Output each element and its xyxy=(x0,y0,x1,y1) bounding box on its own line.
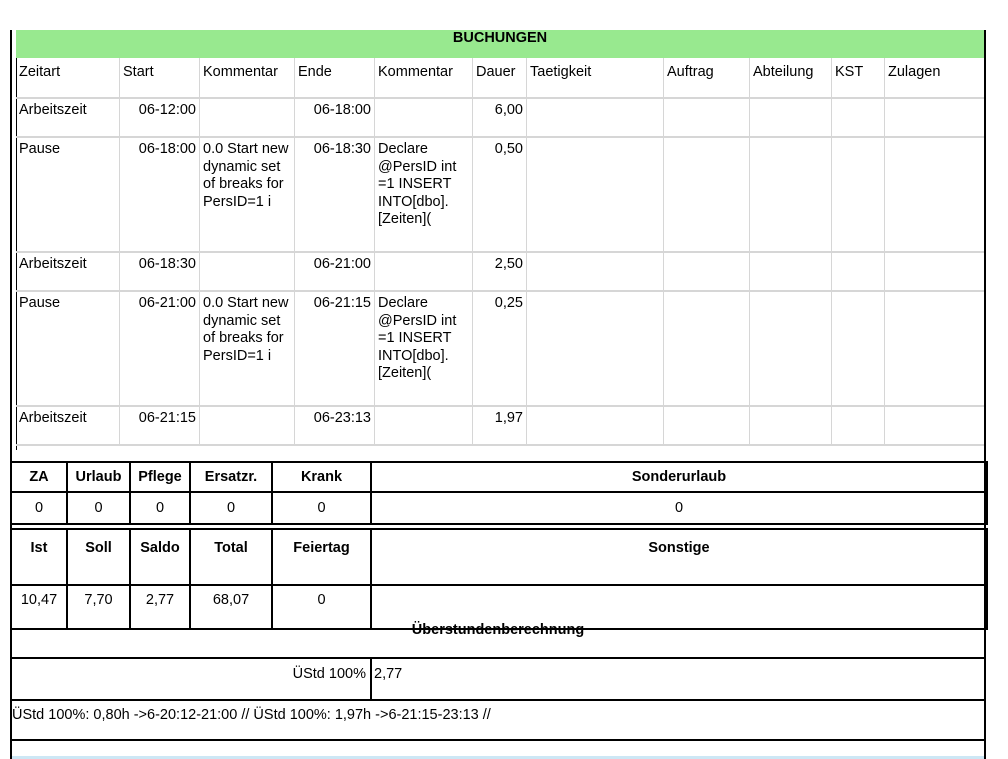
value-ist: 10,47 xyxy=(11,585,67,629)
col-header-ende: Ende xyxy=(295,58,375,99)
col-header-zeitart: Zeitart xyxy=(16,58,120,99)
ueberstunden-label: ÜStd 100% xyxy=(292,666,366,682)
ueberstunden-note: ÜStd 100%: 0,80h ->6-20:12-21:00 // ÜStd 100%: 1,97h ->6-21:15-23:13 // xyxy=(12,701,984,741)
col-header-auftrag: Auftrag xyxy=(664,58,750,99)
cell-kommentar xyxy=(200,253,295,292)
col-header-start: Start xyxy=(120,58,200,99)
col-header-abteilung: Abteilung xyxy=(750,58,832,99)
cell-dauer: 1,97 xyxy=(473,407,527,446)
cell-auftrag xyxy=(664,99,750,138)
cell-zulagen xyxy=(885,99,984,138)
header-feiertag: Feiertag xyxy=(272,529,371,585)
header-soll: Soll xyxy=(67,529,130,585)
cell-kst xyxy=(832,407,885,446)
cell-start: 06-12:00 xyxy=(120,99,200,138)
col-header-kommentar: Kommentar xyxy=(200,58,295,99)
value-saldo: 2,77 xyxy=(130,585,190,629)
cell-zeitart: Pause xyxy=(16,292,120,407)
cell-zulagen xyxy=(885,407,984,446)
cell-kommentar-2: Declare @PersID int =1 INSERT INTO[dbo].[Zeiten]( xyxy=(375,292,473,407)
cell-auftrag xyxy=(664,292,750,407)
abwesenheit-value-row xyxy=(11,492,987,524)
value-total: 68,07 xyxy=(190,585,272,629)
ueberstunden-row xyxy=(10,659,986,701)
cell-kommentar xyxy=(200,99,295,138)
ueberstunden-label-cell xyxy=(12,659,372,699)
value-krank: 0 xyxy=(272,492,371,524)
table-row xyxy=(16,292,984,407)
cell-kommentar xyxy=(200,407,295,446)
abwesenheit-table xyxy=(10,461,988,525)
cell-kst xyxy=(832,292,885,407)
cell-dauer: 0,50 xyxy=(473,138,527,253)
cell-abteilung xyxy=(750,292,832,407)
value-soll: 7,70 xyxy=(67,585,130,629)
value-feiertag: 0 xyxy=(272,585,371,629)
cell-ende: 06-23:13 xyxy=(295,407,375,446)
cell-start: 06-18:00 xyxy=(120,138,200,253)
cell-abteilung xyxy=(750,99,832,138)
cell-dauer: 0,25 xyxy=(473,292,527,407)
cell-abteilung xyxy=(750,253,832,292)
cell-taetigkeit xyxy=(527,253,664,292)
cell-taetigkeit xyxy=(527,99,664,138)
cell-auftrag xyxy=(664,138,750,253)
cell-auftrag xyxy=(664,253,750,292)
table-row xyxy=(16,407,984,446)
table-row xyxy=(16,99,984,138)
header-total: Total xyxy=(190,529,272,585)
cell-kst xyxy=(832,138,885,253)
buchungen-title: BUCHUNGEN xyxy=(16,30,984,58)
cell-taetigkeit xyxy=(527,407,664,446)
cell-kst xyxy=(832,99,885,138)
value-ersatzr: 0 xyxy=(190,492,272,524)
cell-taetigkeit xyxy=(527,138,664,253)
cell-zeitart: Pause xyxy=(16,138,120,253)
cell-kommentar-2 xyxy=(375,99,473,138)
ueberstunden-title: Überstundenberechnung xyxy=(10,617,986,659)
salden-header-row xyxy=(11,529,987,585)
salden-table xyxy=(10,528,988,630)
header-krank: Krank xyxy=(272,462,371,492)
cell-zulagen xyxy=(885,253,984,292)
header-saldo: Saldo xyxy=(130,529,190,585)
header-sonstige: Sonstige xyxy=(371,529,987,585)
cell-abteilung xyxy=(750,138,832,253)
value-pflege: 0 xyxy=(130,492,190,524)
cell-zeitart: Arbeitszeit xyxy=(16,407,120,446)
table-row xyxy=(16,138,984,253)
col-header-kommentar-2: Kommentar xyxy=(375,58,473,99)
cell-start: 06-18:30 xyxy=(120,253,200,292)
cell-zulagen xyxy=(885,138,984,253)
cell-kommentar-2: Declare @PersID int =1 INSERT INTO[dbo].[Zeiten]( xyxy=(375,138,473,253)
cell-kommentar-2 xyxy=(375,253,473,292)
cell-auftrag xyxy=(664,407,750,446)
col-header-taetigkeit: Taetigkeit xyxy=(527,58,664,99)
cell-kommentar: 0.0 Start new dynamic set of breaks for PersID=1 i xyxy=(200,292,295,407)
cell-kommentar: 0.0 Start new dynamic set of breaks for PersID=1 i xyxy=(200,138,295,253)
col-header-zulagen: Zulagen xyxy=(885,58,984,99)
buchungen-header-row xyxy=(16,58,984,99)
header-sonderurlaub: Sonderurlaub xyxy=(371,462,987,492)
cell-taetigkeit xyxy=(527,292,664,407)
header-urlaub: Urlaub xyxy=(67,462,130,492)
value-za: 0 xyxy=(11,492,67,524)
cell-ende: 06-21:00 xyxy=(295,253,375,292)
table-row xyxy=(16,253,984,292)
cell-ende: 06-18:30 xyxy=(295,138,375,253)
cell-start: 06-21:00 xyxy=(120,292,200,407)
cell-zulagen xyxy=(885,292,984,407)
cell-ende: 06-18:00 xyxy=(295,99,375,138)
ueberstunden-value: 2,77 xyxy=(374,666,403,682)
cell-dauer: 2,50 xyxy=(473,253,527,292)
col-header-kst: KST xyxy=(832,58,885,99)
col-header-dauer: Dauer xyxy=(473,58,527,99)
header-ersatzr: Ersatzr. xyxy=(190,462,272,492)
header-za: ZA xyxy=(11,462,67,492)
cell-kst xyxy=(832,253,885,292)
buchungen-table xyxy=(16,30,984,446)
cell-abteilung xyxy=(750,407,832,446)
cell-start: 06-21:15 xyxy=(120,407,200,446)
cell-zeitart: Arbeitszeit xyxy=(16,253,120,292)
value-sonderurlaub: 0 xyxy=(371,492,987,524)
header-ist: Ist xyxy=(11,529,67,585)
cell-dauer: 6,00 xyxy=(473,99,527,138)
cell-zeitart: Arbeitszeit xyxy=(16,99,120,138)
header-pflege: Pflege xyxy=(130,462,190,492)
cell-kommentar-2 xyxy=(375,407,473,446)
cell-ende: 06-21:15 xyxy=(295,292,375,407)
abwesenheit-header-row xyxy=(11,462,987,492)
value-urlaub: 0 xyxy=(67,492,130,524)
